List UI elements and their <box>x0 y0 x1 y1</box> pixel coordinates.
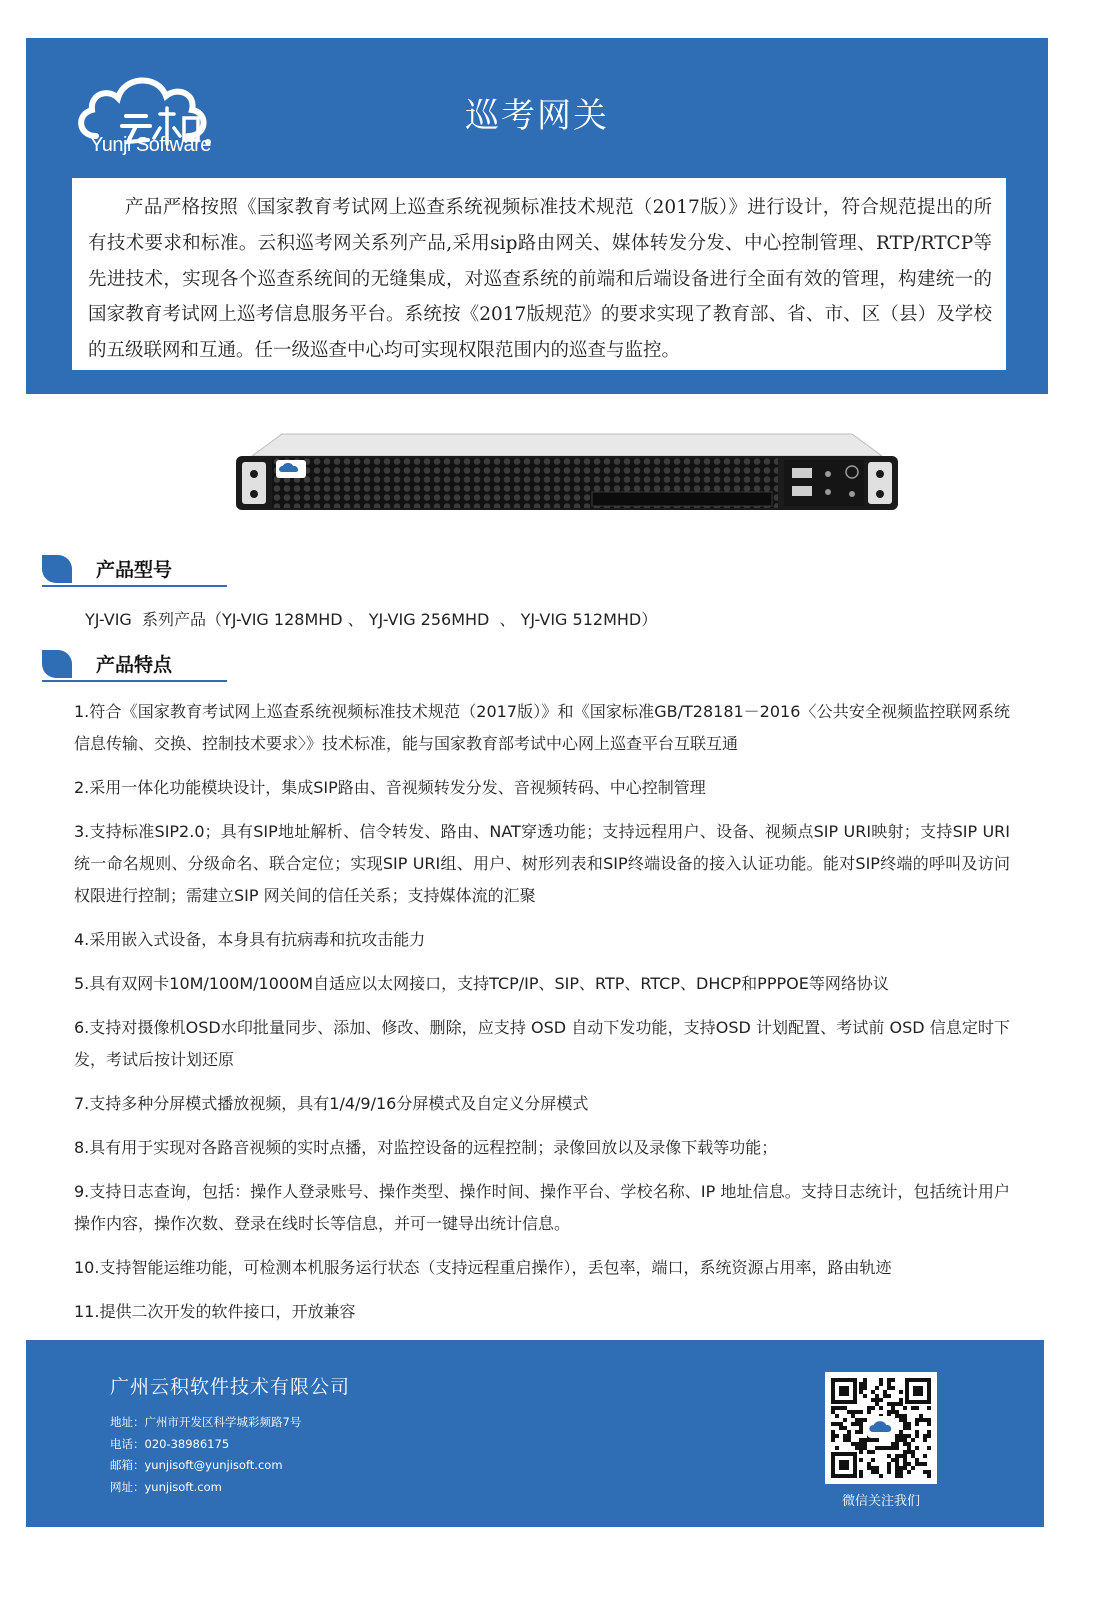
qr-cell <box>907 1462 911 1466</box>
qr-cell <box>871 1450 875 1454</box>
intro-paragraph: 产品严格按照《国家教育考试网上巡查系统视频标准技术规范（2017版）》进行设计，符合规范提出的所有技术要求和标准。云积巡考网关系列产品,采用sip路由网关、媒体转发分发、中心控制管理、RTP/RTCP等先进技术，实现各个巡查系统间的无缝集成，对巡查系统的前端和后端设备进行全面有效的管理，构建统一的国家教育考试网上巡考信息服务平台。系统按《2017版规范》的要求实现了教育部、省、市、区（县）及学校的五级联网和互通。任一级巡查中心均可实现权限范围内的巡查与监控。 <box>88 197 992 362</box>
feature-item: 6.支持对摄像机OSD水印批量同步、添加、修改、删除，应支持 OSD 自动下发功能，支持OSD 计划配置、考试前 OSD 信息定时下发，考试后按计划还原 <box>74 1018 1010 1069</box>
qr-cell <box>923 1418 927 1422</box>
qr-cell <box>923 1434 927 1438</box>
qr-cell <box>903 1422 907 1426</box>
qr-cell <box>859 1422 863 1426</box>
qr-cell <box>855 1446 859 1450</box>
qr-cell <box>859 1450 863 1454</box>
qr-cell <box>915 1418 919 1422</box>
qr-cell <box>907 1450 911 1454</box>
qr-cell <box>895 1414 899 1418</box>
qr-cell <box>859 1382 863 1386</box>
qr-cell <box>927 1418 931 1422</box>
qr-cell <box>871 1438 875 1442</box>
qr-cell <box>871 1458 875 1462</box>
qr-cell <box>867 1410 871 1414</box>
qr-cell <box>887 1466 891 1470</box>
section-tab-icon <box>42 555 72 583</box>
qr-cell <box>887 1402 891 1406</box>
qr-cell <box>851 1442 855 1446</box>
qr-cell <box>863 1446 867 1450</box>
qr-cell <box>927 1422 931 1426</box>
qr-cell <box>903 1414 907 1418</box>
qr-cell <box>835 1446 839 1450</box>
qr-cell <box>867 1462 871 1466</box>
qr-cell <box>831 1422 835 1426</box>
qr-cell <box>915 1422 919 1426</box>
contact-phone: 电话：020-38986175 <box>110 1436 230 1451</box>
qr-cell <box>895 1470 899 1474</box>
contact-info <box>110 1412 301 1498</box>
qr-cell <box>867 1406 871 1410</box>
qr-cell <box>875 1394 879 1398</box>
qr-cell <box>887 1446 891 1450</box>
qr-cell <box>871 1390 875 1394</box>
qr-cell <box>903 1458 907 1462</box>
qr-cell <box>895 1434 899 1438</box>
feature-item: 8.具有用于实现对各路音视频的实时点播，对监控设备的远程控制；录像回放以及录像下载等功能； <box>74 1138 778 1157</box>
model-list: YJ-VIG 系列产品（YJ-VIG 128MHD 、 YJ-VIG 256MHD 、 YJ-VIG 512MHD） <box>85 610 658 629</box>
qr-cell <box>839 1406 843 1410</box>
qr-cell <box>855 1422 859 1426</box>
qr-cell <box>879 1378 883 1382</box>
section-header-model <box>42 553 227 589</box>
qr-cell <box>831 1410 835 1414</box>
qr-cell <box>851 1414 855 1418</box>
qr-cell <box>847 1410 851 1414</box>
feature-item: 4.采用嵌入式设备，本身具有抗病毒和抗攻击能力 <box>74 930 426 949</box>
qr-cell <box>883 1394 887 1398</box>
qr-cell <box>867 1450 871 1454</box>
qr-cell <box>891 1378 895 1382</box>
feature-item: 5.具有双网卡10M/100M/1000M自适应以太网接口，支持TCP/IP、SIP、RTP、RTCP、DHCP和PPPOE等网络协议 <box>74 974 889 993</box>
qr-cell <box>919 1462 923 1466</box>
qr-cell <box>903 1434 907 1438</box>
qr-cell <box>887 1410 891 1414</box>
qr-cell <box>831 1430 835 1434</box>
qr-cell <box>903 1438 907 1442</box>
qr-cell <box>919 1414 923 1418</box>
qr-cell <box>855 1442 859 1446</box>
qr-cell <box>855 1410 859 1414</box>
qr-cell <box>871 1470 875 1474</box>
qr-cell <box>919 1418 923 1422</box>
qr-cell <box>903 1450 907 1454</box>
qr-cell <box>899 1466 903 1470</box>
qr-cell <box>895 1410 899 1414</box>
qr-cell <box>863 1378 867 1382</box>
qr-cell <box>915 1406 919 1410</box>
qr-code-frame <box>825 1372 937 1484</box>
qr-cell <box>883 1446 887 1450</box>
qr-cell <box>887 1470 891 1474</box>
feature-item: 7.支持多种分屏模式播放视频，具有1/4/9/16分屏模式及自定义分屏模式 <box>74 1094 589 1113</box>
qr-cell <box>915 1458 919 1462</box>
qr-cell <box>899 1434 903 1438</box>
qr-cell <box>835 1434 839 1438</box>
qr-cell <box>903 1418 907 1422</box>
qr-cell <box>895 1438 899 1442</box>
qr-cell <box>875 1386 879 1390</box>
qr-cell <box>859 1470 863 1474</box>
qr-cell <box>851 1410 855 1414</box>
qr-cell <box>915 1434 919 1438</box>
qr-cell <box>879 1382 883 1386</box>
section-tab-icon <box>42 650 72 678</box>
qr-cell <box>843 1406 847 1410</box>
gateway-device-image <box>232 430 902 520</box>
qr-cell <box>839 1422 843 1426</box>
page-title: 巡考网关 <box>465 96 609 136</box>
qr-cell <box>895 1402 899 1406</box>
qr-cell <box>831 1434 835 1438</box>
feature-item: 1.符合《国家教育考试网上巡查系统视频标准技术规范（2017版）》和《国家标准GB/T28181－2016〈公共安全视频监控联网系统信息传输、交换、控制技术要求〉》技术标准，能与国家教育部考试中心网上巡查平台互联互通 <box>74 702 1010 753</box>
qr-cell <box>839 1426 843 1430</box>
qr-cell <box>895 1466 899 1470</box>
feature-list <box>74 696 1010 1340</box>
qr-cell <box>923 1470 927 1474</box>
section-header-features <box>42 648 227 684</box>
footer-banner <box>26 1340 1044 1527</box>
qr-cell <box>891 1458 895 1462</box>
qr-cell <box>903 1442 907 1446</box>
qr-cell <box>879 1446 883 1450</box>
qr-cell <box>843 1434 847 1438</box>
qr-cell <box>923 1438 927 1442</box>
qr-cell <box>899 1402 903 1406</box>
qr-cell <box>871 1466 875 1470</box>
qr-cell <box>911 1450 915 1454</box>
feature-item: 9.支持日志查询，包括：操作人登录账号、操作类型、操作时间、操作平台、学校名称、IP 地址信息。支持日志统计，包括统计用户操作内容，操作次数、登录在线时长等信息，并可一键导出统计信息。 <box>74 1182 1010 1233</box>
qr-cell <box>831 1438 835 1442</box>
qr-cell <box>899 1418 903 1422</box>
qr-cell <box>871 1398 875 1402</box>
qr-cell <box>927 1470 931 1474</box>
qr-cell <box>923 1462 927 1466</box>
qr-cell <box>927 1430 931 1434</box>
qr-cell <box>843 1426 847 1430</box>
qr-cell <box>831 1406 835 1410</box>
company-name: 广州云积软件技术有限公司 <box>110 1376 351 1398</box>
qr-cell <box>899 1438 903 1442</box>
qr-cell <box>863 1394 867 1398</box>
qr-cell <box>887 1382 891 1386</box>
qr-cell <box>863 1438 867 1442</box>
qr-cell <box>867 1466 871 1470</box>
qr-cell <box>867 1438 871 1442</box>
qr-cell <box>899 1470 903 1474</box>
qr-cell <box>875 1446 879 1450</box>
qr-cell <box>871 1406 875 1410</box>
qr-cell <box>927 1474 931 1478</box>
qr-cell <box>843 1438 847 1442</box>
qr-cell <box>891 1402 895 1406</box>
qr-cell <box>899 1390 903 1394</box>
qr-cell <box>875 1398 879 1402</box>
qr-cell <box>859 1390 863 1394</box>
section-underline <box>42 680 227 682</box>
feature-item: 10.支持智能运维功能，可检测本机服务运行状态（支持远程重启操作），丢包率，端口，系统资源占用率，路由轨迹 <box>74 1258 892 1277</box>
qr-cell <box>899 1414 903 1418</box>
qr-cell <box>907 1446 911 1450</box>
qr-cell <box>915 1430 919 1434</box>
qr-cell <box>859 1386 863 1390</box>
qr-cell <box>851 1422 855 1426</box>
qr-cell <box>835 1422 839 1426</box>
qr-cell <box>891 1446 895 1450</box>
qr-cell <box>847 1434 851 1438</box>
qr-cell <box>847 1438 851 1442</box>
qr-cell <box>859 1442 863 1446</box>
qr-cell <box>927 1434 931 1438</box>
qr-cell <box>899 1454 903 1458</box>
qr-cell <box>859 1426 863 1430</box>
qr-cell <box>847 1430 851 1434</box>
qr-cell <box>903 1466 907 1470</box>
qr-cell <box>887 1454 891 1458</box>
intro-box <box>72 178 1006 370</box>
contact-website[interactable]: 网址：yunjisoft.com <box>110 1479 222 1494</box>
qr-cell <box>863 1382 867 1386</box>
qr-cell <box>927 1446 931 1450</box>
qr-cell <box>895 1446 899 1450</box>
header-banner <box>26 38 1048 394</box>
contact-address: 地址：广州市开发区科学城彩频路7号 <box>110 1415 302 1429</box>
qr-cell <box>891 1442 895 1446</box>
qr-cell <box>835 1406 839 1410</box>
qr-cell <box>859 1458 863 1462</box>
qr-code-icon <box>825 1372 937 1484</box>
qr-cell <box>895 1458 899 1462</box>
qr-cell <box>883 1390 887 1394</box>
qr-cell <box>911 1406 915 1410</box>
logo-wordmark: Yunji Software <box>90 134 211 156</box>
qr-cell <box>899 1398 903 1402</box>
qr-cell <box>859 1418 863 1422</box>
feature-item: 11.提供二次开发的软件接口，开放兼容 <box>74 1302 356 1321</box>
qr-cell <box>907 1442 911 1446</box>
qr-cell <box>903 1462 907 1466</box>
qr-cell <box>915 1446 919 1450</box>
qr-cell <box>895 1474 899 1478</box>
qr-cell <box>923 1454 927 1458</box>
qr-cell <box>891 1410 895 1414</box>
feature-item: 2.采用一体化功能模块设计，集成SIP路由、音视频转发分发、音视频转码、中心控制管理 <box>74 778 706 797</box>
qr-cell <box>899 1474 903 1478</box>
qr-cell <box>879 1406 883 1410</box>
qr-cell <box>887 1394 891 1398</box>
section-title-features: 产品特点 <box>96 654 173 676</box>
qr-cell <box>855 1418 859 1422</box>
qr-cell <box>859 1446 863 1450</box>
qr-cell <box>907 1470 911 1474</box>
qr-cell <box>835 1414 839 1418</box>
qr-cell <box>903 1426 907 1430</box>
qr-cell <box>907 1426 911 1430</box>
qr-cell <box>891 1406 895 1410</box>
qr-cell <box>887 1378 891 1382</box>
qr-cell <box>907 1434 911 1438</box>
qr-cell <box>927 1406 931 1410</box>
qr-cell <box>855 1430 859 1434</box>
section-underline <box>42 585 227 587</box>
qr-cell <box>911 1438 915 1442</box>
qr-cell <box>863 1442 867 1446</box>
qr-cell <box>875 1402 879 1406</box>
qr-cell <box>843 1418 847 1422</box>
qr-cell <box>859 1474 863 1478</box>
qr-cell <box>863 1386 867 1390</box>
qr-cell <box>879 1398 883 1402</box>
qr-cell <box>863 1418 867 1422</box>
qr-cell <box>859 1430 863 1434</box>
qr-cell <box>879 1474 883 1478</box>
qr-cell <box>903 1406 907 1410</box>
qr-cell <box>895 1454 899 1458</box>
qr-cell <box>895 1442 899 1446</box>
qr-cell <box>875 1466 879 1470</box>
qr-cell <box>899 1430 903 1434</box>
qr-cell <box>895 1462 899 1466</box>
qr-caption: 微信关注我们 <box>841 1494 920 1509</box>
qr-cell <box>891 1386 895 1390</box>
qr-cell <box>875 1438 879 1442</box>
qr-cell <box>887 1386 891 1390</box>
contact-email[interactable]: 邮箱：yunjisoft@yunjisoft.com <box>110 1458 283 1472</box>
qr-cell <box>915 1462 919 1466</box>
qr-cell <box>911 1454 915 1458</box>
qr-cell <box>887 1462 891 1466</box>
section-title-model: 产品型号 <box>96 559 173 581</box>
feature-item: 3.支持标准SIP2.0；具有SIP地址解析、信令转发、路由、NAT穿透功能；支持远程用户、设备、视频点SIP URI映射；支持SIP URI统一命名规则、分级命名、联合定位；实现SIP URI组、用户、树形列表和SIP终端设备的接入认证功能。能对SIP终端的呼叫及访问权限进行控制；需建立SIP 网关间的信任关系；支持媒体流的汇聚 <box>74 822 1010 905</box>
qr-cell <box>903 1454 907 1458</box>
qr-cell <box>859 1438 863 1442</box>
qr-cell <box>911 1466 915 1470</box>
qr-cell <box>859 1410 863 1414</box>
qr-cell <box>907 1422 911 1426</box>
qr-cell <box>875 1470 879 1474</box>
